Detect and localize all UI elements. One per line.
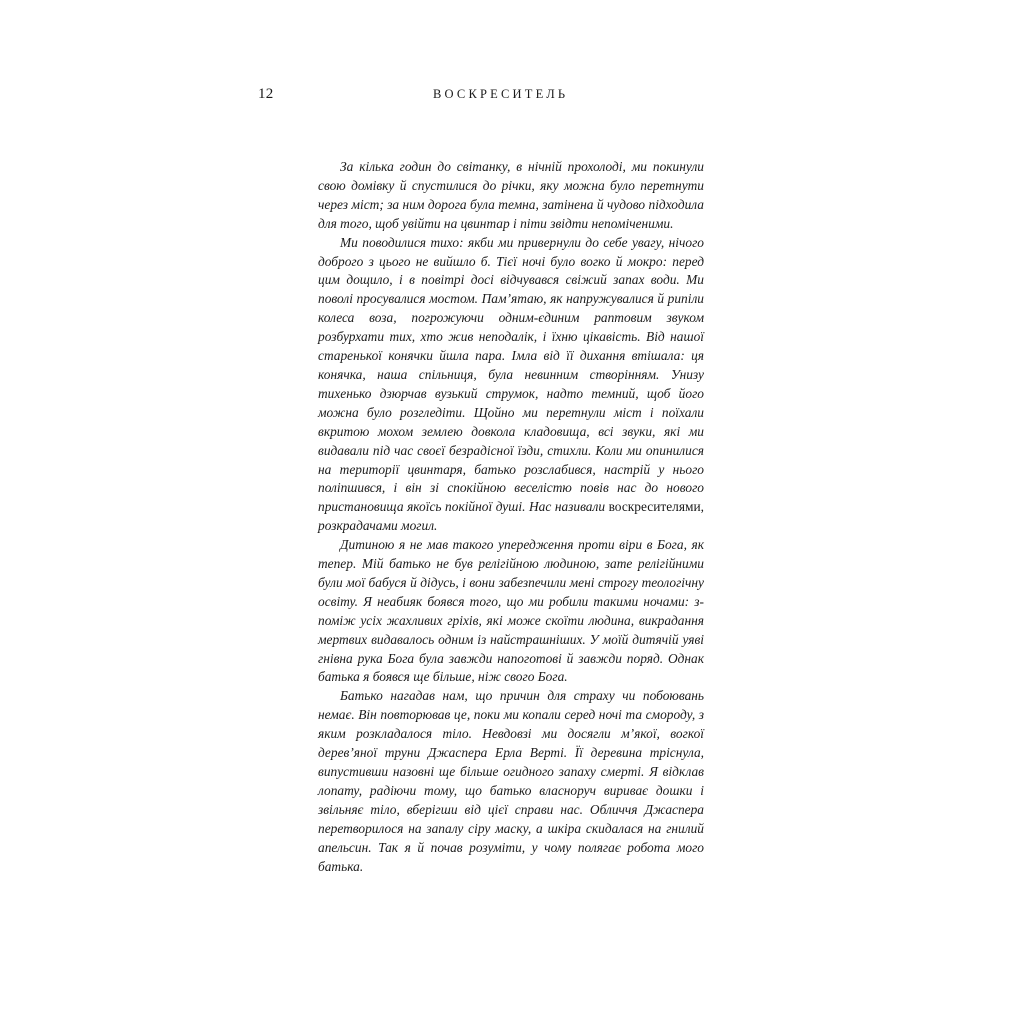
paragraph-2-tail: розкрадачами могил. [318, 518, 438, 534]
body-text [318, 158, 704, 876]
page-number: 12 [258, 86, 274, 102]
paragraph-4: Батько нагадав нам, що причин для страху чи побоювань немає. Він повторював це, поки ми копали серед ночі та смороду, з яким розкладалося тіло. Невдовзі ми досягли м’якої, вогкої дерев’яної труни Джаспера Ерла Верті. Її деревина тріснула, випустивши назовні ще більше огидного запаху смерті. Я відклав лопату, радіючи тому, що батько власноруч вириває дошки і звільняє тіло, вберігши від цієї справи нас. Обличчя Джаспера перетворилося на запалу сіру маску, а шкіра скидалася на гнилий апельсин. Так я й почав розуміти, у чому полягає робота мого батька. [318, 688, 704, 874]
running-head: ВОСКРЕСИТЕЛЬ [433, 87, 569, 101]
paragraph-1: За кілька годин до світанку, в нічній прохолоді, ми покинули свою домівку й спустилися до річки, яку можна було перетнути через міст; за ним дорога була темна, затінена й чудово підходила для того, щоб увійти на цвинтар і піти звідти непоміченими. [318, 159, 704, 231]
paragraph-2 [318, 234, 704, 537]
paragraph-2-text: Ми поводилися тихо: якби ми привернули до себе увагу, нічого доброго з цього не вийшло б. Тієї ночі було вогко й мокро: перед цим дощило, і в повітрі досі відчувався свіжий запах води. Ми поволі просувалися мостом. Пам’ятаю, як напружувалися й рипіли колеса воза, погрожуючи одним-єдиним раптовим звуком розбурхати тих, хто жив неподалік, і їхню цікавість. Від нашої старенької конячки йшла пара. Імла від її дихання втішала: ця конячка, наша спільниця, була невинним створінням. Унизу тихенько дзюрчав вузький струмок, надто темний, щоб його можна було розгледіти. Щойно ми перетнули міст і поїхали вкритою мохом землею довкола кладовища, всі звуки, які ми видавали під час своєї безрадісної їзди, стихли. Коли ми опинилися на території цвинтаря, батько розслабився, настрій у нього поліпшився, і він зі спокійною веселістю повів нас до нового пристановища якоїсь покійної душі. Нас називали [318, 234, 704, 515]
paragraph-3: Дитиною я не мав такого упередження проти віри в Бога, як тепер. Мій батько не був релігійною людиною, зате релігійними були мої бабуся й дідусь, і вони забезпечили мені строгу теологічну освіту. Я неабияк боявся того, що ми робили такими ночами: з-поміж усіх жахливих гріхів, які може скоїти людина, викрадання мертвих видавалось одним із найстрашніших. У моїй дитячій уяві гнівна рука Бога була завжди напоготові й завжди поряд. Однак батька я боявся ще більше, ніж свого Бога. [318, 537, 704, 685]
paragraph-2-upright-word: воскресителями, [608, 499, 704, 515]
